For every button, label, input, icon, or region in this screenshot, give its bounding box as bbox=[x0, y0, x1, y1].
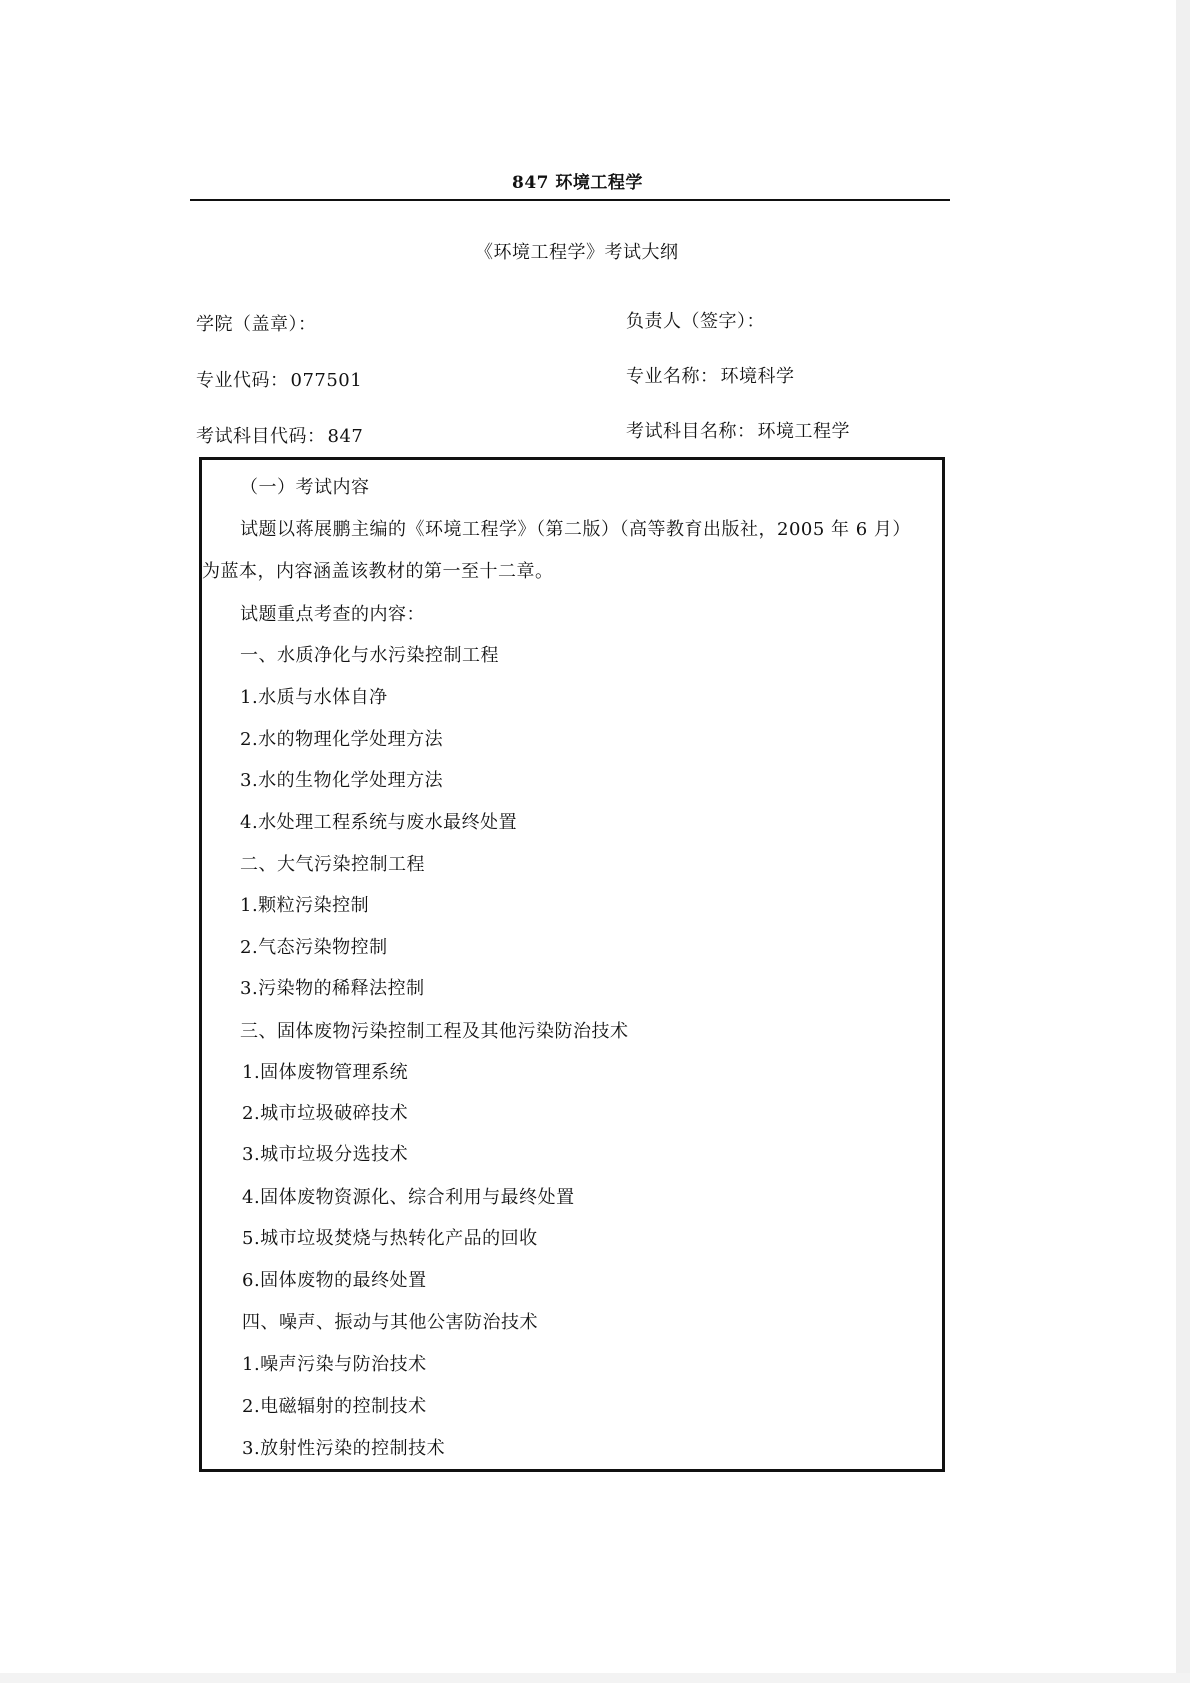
list-item: 1.水质与水体自净 bbox=[240, 687, 388, 708]
list-item: 1.颗粒污染控制 bbox=[240, 895, 370, 916]
list-item: 2.电磁辐射的控制技术 bbox=[242, 1396, 427, 1417]
college-field bbox=[196, 310, 317, 336]
topic-heading-air: 二、大气污染控制工程 bbox=[240, 854, 425, 875]
responsible-field bbox=[626, 307, 765, 333]
subject-code-field bbox=[196, 422, 363, 448]
list-item: 3.污染物的稀释法控制 bbox=[240, 978, 425, 999]
topic-heading-noise: 四、噪声、振动与其他公害防治技术 bbox=[242, 1312, 538, 1333]
subject-code-value: 847 bbox=[327, 426, 364, 447]
subject-name-value: 环境工程学 bbox=[757, 421, 850, 442]
list-item: 2.水的物理化学处理方法 bbox=[240, 729, 444, 750]
header-divider bbox=[190, 199, 950, 201]
list-item: 3.城市垃圾分选技术 bbox=[242, 1144, 409, 1165]
intro-line-1: 试题以蒋展鹏主编的《环境工程学》（第二版）（高等教育出版社，2005 年 6 月） bbox=[240, 519, 911, 540]
major-name-label: 专业名称： bbox=[626, 366, 719, 387]
subject-name-label: 考试科目名称： bbox=[626, 421, 756, 442]
topic-heading-solid-waste: 三、固体废物污染控制工程及其他污染防治技术 bbox=[240, 1021, 629, 1042]
topic-heading-water: 一、水质净化与水污染控制工程 bbox=[240, 645, 499, 666]
major-name-field bbox=[626, 362, 795, 388]
list-item: 4.固体废物资源化、综合利用与最终处置 bbox=[242, 1187, 575, 1208]
key-content-heading: 试题重点考查的内容： bbox=[240, 604, 425, 625]
page-header-title: 847 环境工程学 bbox=[512, 173, 643, 193]
list-item: 1.噪声污染与防治技术 bbox=[242, 1354, 427, 1375]
major-code-value: 077501 bbox=[290, 370, 363, 391]
subject-name-field bbox=[626, 417, 850, 443]
responsible-label: 负责人（签字）： bbox=[626, 311, 765, 332]
intro-line-2: 为蓝本，内容涵盖该教材的第一至十二章。 bbox=[202, 561, 554, 582]
major-code-label: 专业代码： bbox=[196, 370, 289, 391]
list-item: 2.城市垃圾破碎技术 bbox=[242, 1103, 409, 1124]
major-name-value: 环境科学 bbox=[720, 366, 795, 387]
scan-right-edge bbox=[1176, 0, 1190, 1683]
list-item: 2.气态污染物控制 bbox=[240, 937, 388, 958]
list-item: 3.放射性污染的控制技术 bbox=[242, 1438, 446, 1459]
list-item: 6.固体废物的最终处置 bbox=[242, 1270, 427, 1291]
college-label: 学院（盖章）： bbox=[196, 314, 317, 335]
list-item: 5.城市垃圾焚烧与热转化产品的回收 bbox=[242, 1228, 538, 1249]
document-title: 《环境工程学》考试大纲 bbox=[475, 242, 679, 263]
list-item: 3.水的生物化学处理方法 bbox=[240, 770, 444, 791]
list-item: 1.固体废物管理系统 bbox=[242, 1062, 409, 1083]
subject-code-label: 考试科目代码： bbox=[196, 426, 326, 447]
major-code-field bbox=[196, 366, 362, 392]
list-item: 4.水处理工程系统与废水最终处置 bbox=[240, 812, 518, 833]
section-heading-exam-content: （一）考试内容 bbox=[240, 477, 370, 498]
scan-bottom-edge bbox=[0, 1673, 1190, 1683]
